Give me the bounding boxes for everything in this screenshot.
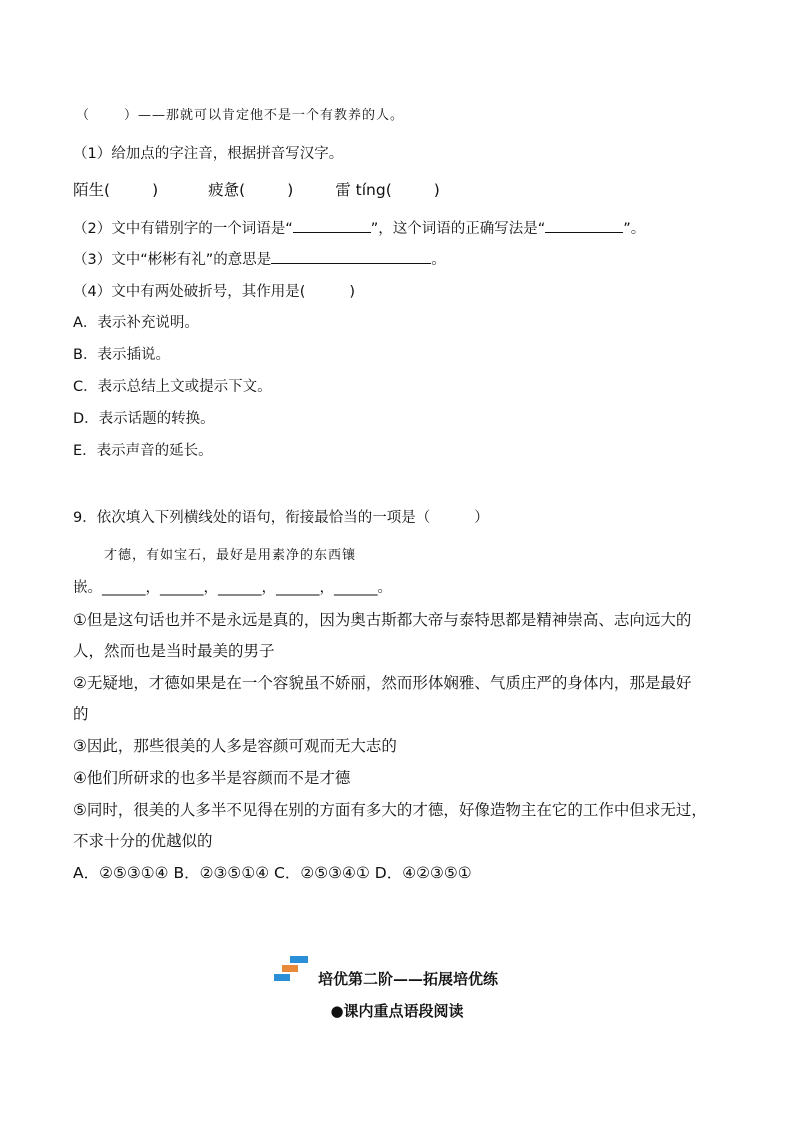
word-2-close: ) — [287, 181, 294, 199]
top-line — [76, 106, 404, 126]
word-1-close: ) — [152, 181, 159, 199]
question-2-part-c: ”。 — [623, 221, 646, 237]
question-4-part-b: ) — [349, 284, 356, 300]
sentence-5-line-1: ⑤同时，很美的人多半不见得在别的方面有多大的才德，好像造物主在它的工作中但求无过， — [73, 801, 707, 819]
passage-line-2: 嵌。______，______，______，______，______。 — [73, 580, 392, 596]
option-e: E．表示声音的延长。 — [73, 443, 213, 459]
word-row — [73, 180, 440, 200]
option-a: A．表示补充说明。 — [73, 315, 199, 331]
paren-left: （ — [76, 108, 91, 123]
sentence-1-line-1: ①但是这句话也并不是永远是真的，因为奥古斯都大帝与泰特思都是精神崇高、志向远大的 — [73, 611, 692, 629]
sentence-5-line-2: 不求十分的优越似的 — [73, 832, 213, 850]
question-9-stem-text: 9．依次填入下列横线处的语句，衔接最恰当的一项是（ — [73, 510, 431, 526]
question-9-stem — [73, 508, 489, 528]
question-3 — [73, 249, 446, 270]
question-2-part-b: ”，这个词语的正确写法是“ — [370, 221, 546, 237]
paren-right: ） — [124, 108, 139, 123]
option-d: D．表示话题的转换。 — [73, 411, 215, 427]
word-2: 疲惫( — [208, 181, 246, 199]
blank-wrong-word[interactable] — [293, 218, 371, 233]
question-2-part-a: （2）文中有错别字的一个词语是“ — [73, 221, 293, 237]
word-3-close: ) — [433, 181, 440, 199]
blank-meaning[interactable] — [271, 249, 431, 264]
sentence-1-line-2: 人，然而也是当时最美的男子 — [73, 642, 275, 660]
word-3: 雷 tíng( — [335, 181, 392, 199]
question-3-part-a: （3）文中“彬彬有礼”的意思是 — [73, 252, 272, 268]
question-4 — [73, 282, 355, 302]
top-line-text: ——那就可以肯定他不是一个有教养的人。 — [138, 108, 405, 123]
sentence-3: ③因此，那些很美的人多是容颜可观而无大志的 — [73, 737, 397, 755]
option-c: C．表示总结上文或提示下文。 — [73, 379, 272, 395]
passage-line-1: 才德，有如宝石，最好是用素净的东西镶 — [104, 548, 357, 563]
question-9-stem-close: ） — [474, 510, 489, 526]
section-subtitle: ●课内重点语段阅读 — [330, 1002, 464, 1020]
sentence-4: ④他们所研求的也多半是容颜而不是才德 — [73, 769, 351, 787]
question-1: （1）给加点的字注音，根据拼音写汉字。 — [73, 146, 344, 162]
word-1: 陌生( — [73, 181, 111, 199]
section-title: 培优第二阶——拓展培优练 — [317, 970, 498, 988]
sentence-2-line-1: ②无疑地，才德如果是在一个容貌虽不娇丽，然而形体娴雅、气质庄严的身体内，那是最好 — [73, 674, 692, 692]
option-b: B．表示插说。 — [73, 347, 170, 363]
question-4-part-a: （4）文中有两处破折号，其作用是( — [73, 284, 306, 300]
sentence-2-line-2: 的 — [73, 705, 89, 723]
question-3-part-b: 。 — [431, 252, 446, 268]
question-2 — [73, 218, 645, 239]
blank-correct-word[interactable] — [545, 218, 623, 233]
answer-options: A．②⑤③①④ B．②③⑤①④ C．②⑤③④① D．④②③⑤① — [73, 864, 472, 882]
